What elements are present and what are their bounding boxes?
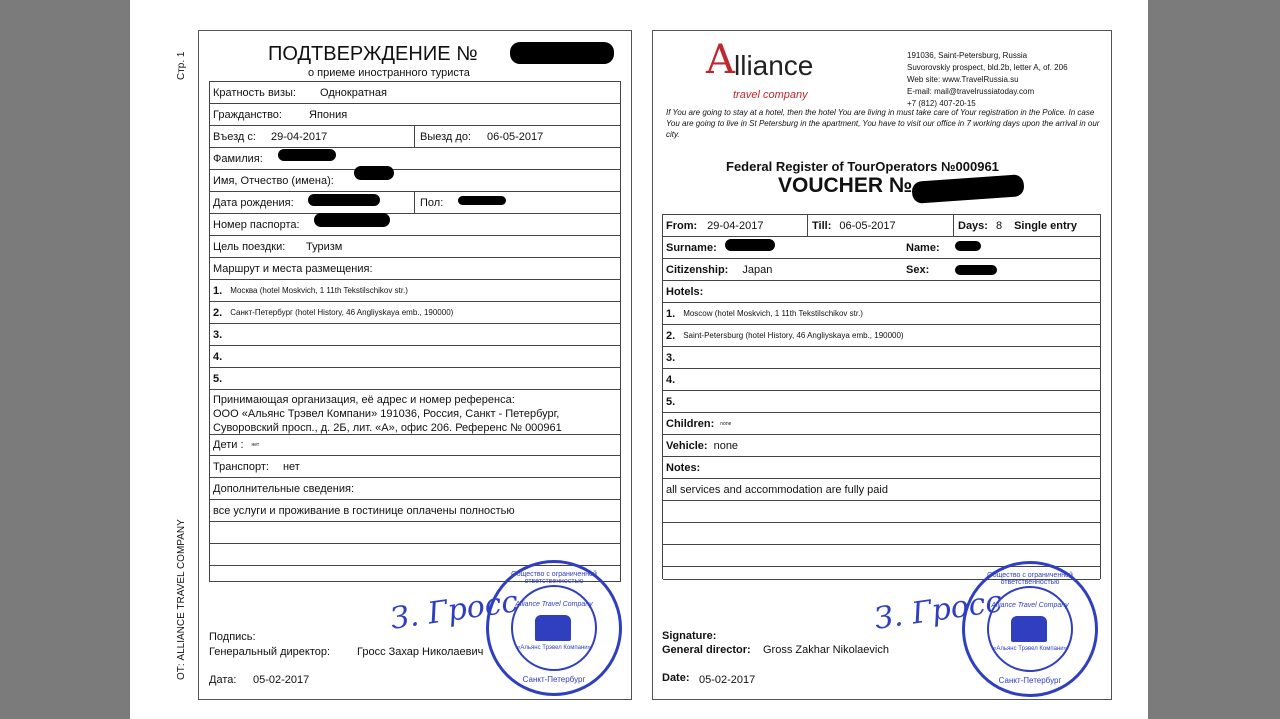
en-vehicle-label: Vehicle: <box>666 439 708 452</box>
en-row-empty <box>663 523 1100 545</box>
ru-row-route-label <box>210 258 620 280</box>
ru-row-transport <box>210 456 620 478</box>
ru-visa-label: Кратность визы: <box>213 86 296 99</box>
address-line: E-mail: mail@travelrussiatoday.com <box>907 87 1035 96</box>
redacted-name <box>354 166 394 180</box>
en-till-value: 06-05-2017 <box>839 219 896 232</box>
ru-company-stamp <box>486 560 622 696</box>
en-days-value: 8 <box>995 219 1003 232</box>
ru-purpose-value: Туризм <box>306 240 343 253</box>
en-hotel-row <box>663 303 1100 325</box>
ru-extra-value: все услуги и проживание в гостинице оплачены полностью <box>213 504 515 517</box>
en-director-value: Gross Zakhar Nikolaevich <box>763 644 889 656</box>
ru-row-citizenship <box>210 104 620 126</box>
en-row-notes-value <box>663 479 1100 501</box>
en-row-empty <box>663 501 1100 523</box>
en-director-label: General director: <box>662 644 751 656</box>
redacted-en-sex <box>955 265 997 275</box>
en-entry-value: Single entry <box>1014 219 1078 232</box>
en-hotel-row <box>663 325 1100 347</box>
ru-transport-value: нет <box>282 460 300 473</box>
en-from-label: From: <box>666 219 698 232</box>
ru-route-num: 4. <box>213 350 223 363</box>
ru-passport-label: Номер паспорта: <box>213 218 300 231</box>
en-date-label: Date: <box>662 672 690 684</box>
ru-citizenship-label: Гражданство: <box>213 108 282 121</box>
en-hotel-row <box>663 369 1100 391</box>
en-days-label: Days: <box>958 219 988 232</box>
redacted-surname <box>278 149 336 161</box>
ru-children-label: Дети : <box>213 439 244 451</box>
en-citizenship-label: Citizenship: <box>666 263 729 276</box>
ru-route-text: Москва (hotel Moskvich, 1 11th Tekstilschikov str.) <box>230 286 408 295</box>
ru-children-value: нет <box>251 442 260 448</box>
ru-route-num: 2. <box>213 306 223 319</box>
ru-row-name <box>210 170 620 192</box>
ru-visa-value: Однократная <box>320 86 387 99</box>
en-name-label: Name: <box>906 241 940 254</box>
en-hotel-text: Moscow (hotel Moskvich, 1 11th Tekstilschikov str.) <box>683 309 863 318</box>
en-sex-label: Sex: <box>906 263 930 276</box>
ru-row-surname <box>210 148 620 170</box>
ru-route-row <box>210 324 620 346</box>
en-date-value: 05-02-2017 <box>699 674 756 686</box>
en-hotels-label: Hotels: <box>666 285 704 298</box>
ru-host-label: Принимающая организация, её адрес и номер референса: <box>213 394 515 406</box>
en-company-stamp <box>962 561 1098 697</box>
address-line: +7 (812) 407-20-15 <box>907 99 976 108</box>
en-stamp-emblem <box>1011 616 1047 642</box>
address-line: Web site: www.TravelRussia.su <box>907 75 1019 84</box>
ru-stamp-city: Санкт-Петербург <box>522 675 586 684</box>
en-row-hotels-label <box>663 281 1100 303</box>
page-number-label: Стр. 1 <box>176 51 187 80</box>
ru-host-line2: Суворовский просп., д. 2Б, лит. «А», офис 206. Референс № 000961 <box>213 422 562 434</box>
redacted-sex <box>458 196 506 205</box>
en-children-label: Children: <box>666 417 715 430</box>
ru-stamp-emblem <box>535 615 571 641</box>
ru-row-passport <box>210 214 620 236</box>
alliance-logo-sub: travel company <box>733 89 808 101</box>
en-hotel-row <box>663 347 1100 369</box>
ru-date-value: 05-02-2017 <box>253 674 310 686</box>
en-surname-label: Surname: <box>666 241 717 254</box>
ru-route-row <box>210 302 620 324</box>
ru-table <box>209 81 621 582</box>
en-signature-label: Signature: <box>662 630 717 642</box>
alliance-logo-mark: A <box>706 37 735 83</box>
redacted-dob <box>308 194 380 206</box>
en-from-value: 29-04-2017 <box>707 219 764 232</box>
en-row-notes-label <box>663 457 1100 479</box>
ru-row-extra-label <box>210 478 620 500</box>
en-hotel-num: 5. <box>666 395 676 408</box>
ru-surname-label: Фамилия: <box>213 152 263 165</box>
voucher-title: VOUCHER № <box>778 174 913 197</box>
en-stamp-inner-bottom: «Альянс Трэвел Компани» <box>993 646 1067 652</box>
ru-route-row <box>210 280 620 302</box>
ru-sign-label: Подпись: <box>209 631 256 643</box>
ru-row-dob <box>210 192 620 214</box>
ru-exit-label: Выезд до: <box>420 130 471 143</box>
en-hotel-text: Saint-Petersburg (hotel History, 46 Angliyskaya emb., 190000) <box>683 331 904 340</box>
ru-route-row <box>210 368 620 390</box>
ru-row-children <box>210 435 620 456</box>
address-line: 191036, Saint-Petersburg, Russia <box>907 51 1028 60</box>
company-address <box>907 50 1068 110</box>
en-hotel-num: 1. <box>666 307 676 320</box>
ru-route-label: Маршрут и места размещения: <box>213 262 373 275</box>
ru-sex-label: Пол: <box>420 196 444 209</box>
en-stamp-inner-top: Alliance Travel Company <box>991 602 1069 609</box>
ru-director-label: Генеральный директор: <box>209 646 331 658</box>
ru-stamp-inner-bottom: «Альянс Трэвел Компани» <box>517 645 591 651</box>
redacted-number <box>510 42 614 64</box>
en-row-citizenship <box>663 259 1100 281</box>
ru-row-host <box>210 390 620 435</box>
ru-purpose-label: Цель поездки: <box>213 240 286 253</box>
redacted-en-name <box>955 241 981 251</box>
en-vehicle-value: none <box>713 439 739 452</box>
ru-stamp-inner-top: Alliance Travel Company <box>515 601 593 608</box>
federal-register: Federal Register of TourOperators №000961 <box>726 159 999 174</box>
ru-stamp-outer-text: Общество с ограниченной ответственностью <box>511 571 597 585</box>
ru-signature: З. Гросс <box>388 584 521 637</box>
ru-row-dates <box>210 126 620 148</box>
en-row-vehicle <box>663 435 1100 457</box>
ru-exit-value: 06-05-2017 <box>487 130 544 143</box>
ru-citizenship-value: Япония <box>309 108 348 121</box>
ru-row-purpose <box>210 236 620 258</box>
registration-notice: If You are going to stay at a hotel, then the hotel You are living in must take care of Your registration in the Police. In case You are going to live in St Petersburg in the apartment, You have to visit our office in 7 working days upon the arrival in our city. <box>666 108 1100 139</box>
ru-route-num: 3. <box>213 328 223 341</box>
en-row-dates <box>663 215 1100 237</box>
en-table <box>662 214 1101 579</box>
ru-route-text: Санкт-Петербург (hotel History, 46 Angliyskaya emb., 190000) <box>230 308 454 317</box>
en-hotel-num: 3. <box>666 351 676 364</box>
ru-route-num: 5. <box>213 372 223 385</box>
redacted-en-surname <box>725 239 775 251</box>
ru-subtitle: о приеме иностранного туриста <box>308 67 470 79</box>
en-hotel-num: 4. <box>666 373 676 386</box>
ru-title: ПОДТВЕРЖДЕНИЕ № <box>268 43 478 65</box>
ru-row-visa <box>210 82 620 104</box>
en-signature: З. Гросс <box>872 584 1005 637</box>
ru-extra-label: Дополнительные сведения: <box>213 482 354 495</box>
ru-dob-label: Дата рождения: <box>213 196 294 209</box>
en-row-children <box>663 413 1100 435</box>
ru-host-line1: ООО «Альянс Трэвел Компани» 191036, Россия, Санкт - Петербург, <box>213 408 560 420</box>
ru-row-extra-value <box>210 500 620 522</box>
from-company-label: ОТ: ALLIANCE TRAVEL COMPANY <box>176 519 187 680</box>
en-notes-value: all services and accommodation are fully paid <box>666 483 888 496</box>
en-citizenship-value: Japan <box>742 263 773 276</box>
alliance-logo-text: lliance <box>734 50 814 81</box>
ru-entry-value: 29-04-2017 <box>271 130 328 143</box>
en-hotel-row <box>663 391 1100 413</box>
ru-director-value: Гросс Захар Николаевич <box>357 646 484 658</box>
en-stamp-city: Санкт-Петербург <box>998 676 1062 685</box>
redacted-passport <box>314 213 390 227</box>
ru-name-label: Имя, Отчество (имена): <box>213 174 334 187</box>
address-line: Suvorovskiy prospect, bld.2b, letter A, of. 206 <box>907 63 1068 72</box>
en-children-value: none <box>720 420 732 427</box>
en-hotel-num: 2. <box>666 329 676 342</box>
ru-row-empty <box>210 522 620 544</box>
ru-route-num: 1. <box>213 284 223 297</box>
ru-route-row <box>210 346 620 368</box>
ru-date-label: Дата: <box>209 674 237 686</box>
en-till-label: Till: <box>812 219 832 232</box>
en-stamp-outer-text: Общество с ограниченной ответственностью <box>987 572 1073 586</box>
en-notes-label: Notes: <box>666 461 701 474</box>
ru-transport-label: Транспорт: <box>213 460 269 473</box>
ru-entry-label: Въезд с: <box>213 130 256 143</box>
